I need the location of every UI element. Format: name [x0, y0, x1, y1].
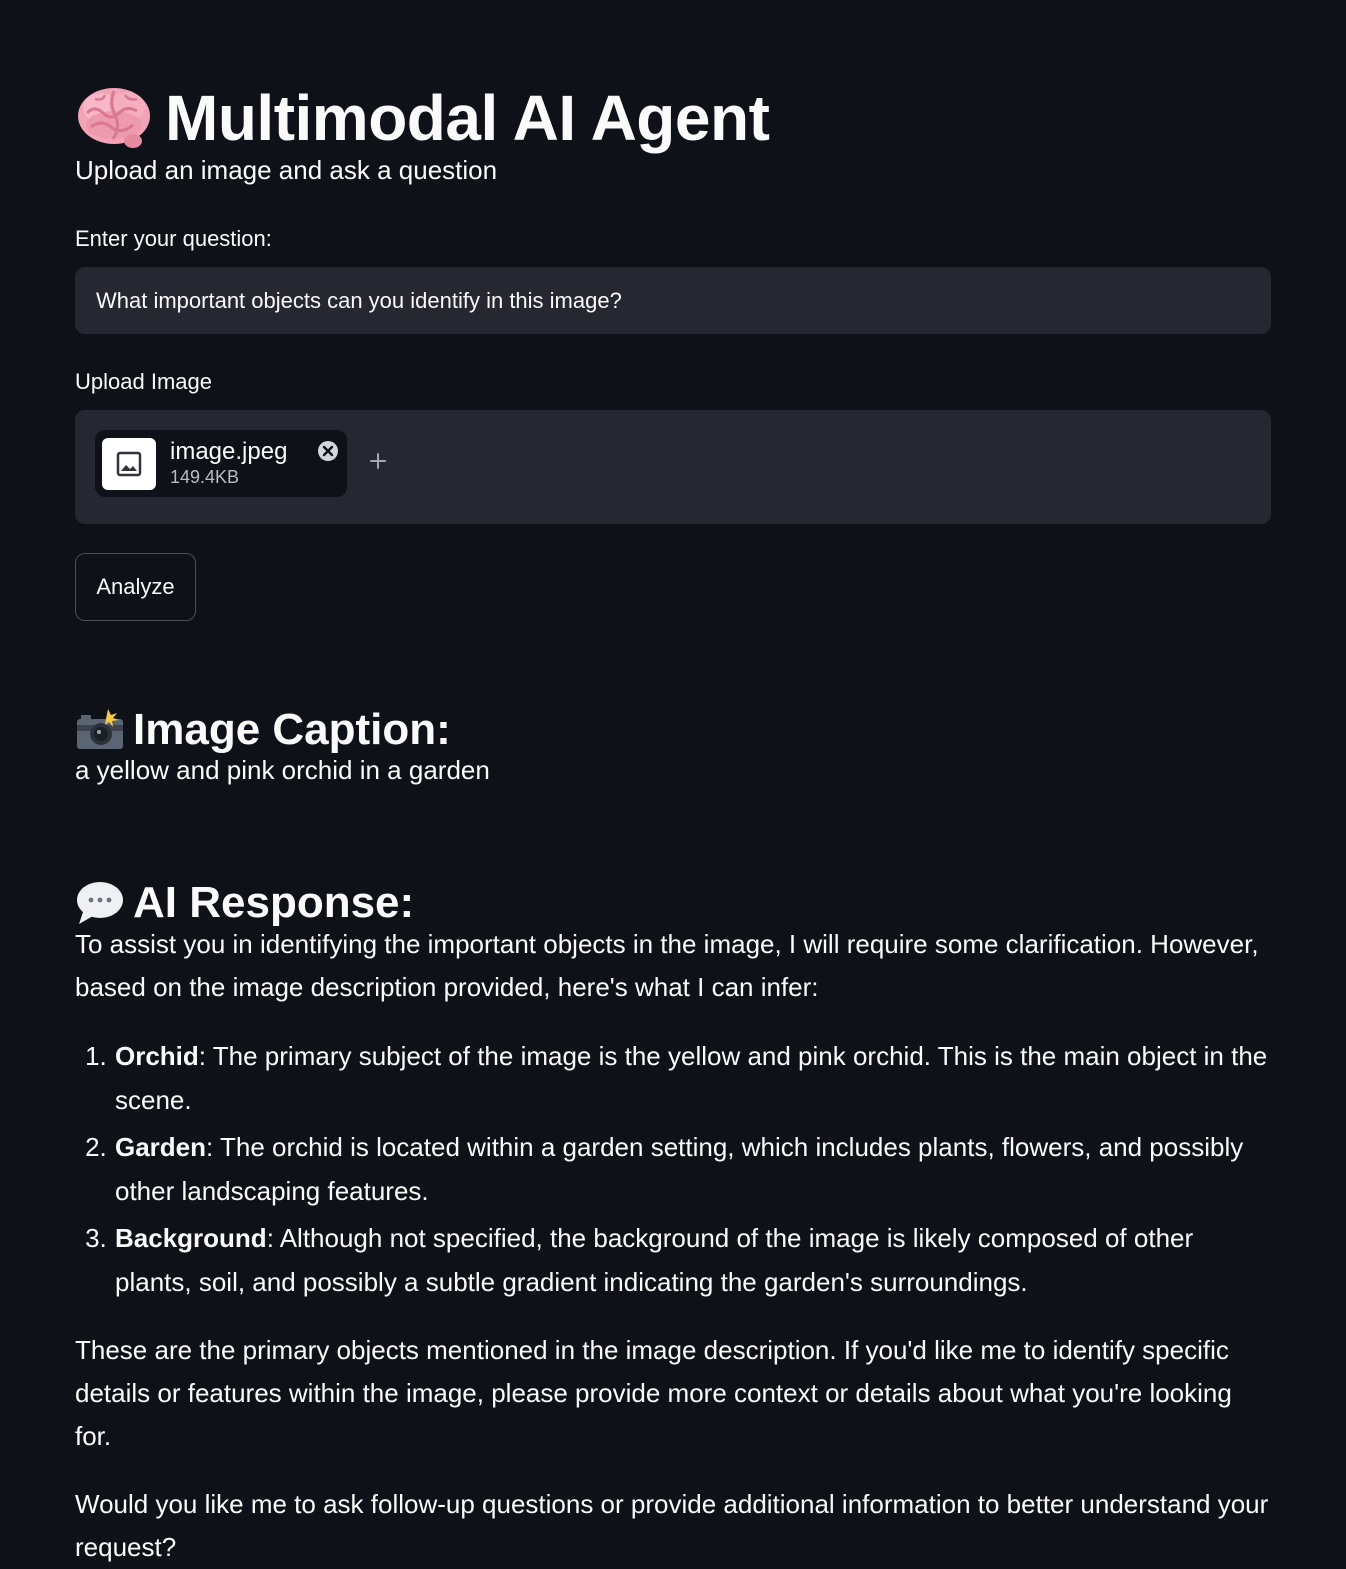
response-paragraph: These are the primary objects mentioned in the image description. If you'd like me to identify specific details or features within the image, please provide more context or details about what you're looking for.	[75, 1335, 1232, 1451]
file-size: 149.4KB	[170, 467, 240, 487]
ai-response	[75, 923, 1271, 1569]
response-list	[75, 1034, 1271, 1304]
list-item-term: Garden	[115, 1132, 207, 1162]
list-item-text: : Although not specified, the background of the image is likely composed of other plants, soil, and possibly a subtle gradient indicating the garden's surroundings.	[115, 1223, 1194, 1297]
camera-flash-icon	[75, 707, 125, 753]
response-heading-text: AI Response:	[133, 877, 415, 927]
brain-icon	[75, 83, 153, 153]
list-item-term: Orchid	[115, 1041, 199, 1071]
page-title-text: Multimodal AI Agent	[165, 81, 770, 154]
page-subtitle: Upload an image and ask a question	[75, 155, 498, 185]
upload-label: Upload Image	[75, 369, 212, 394]
list-item-text: : The orchid is located within a garden setting, which includes plants, flowers, and possibly other landscaping features.	[115, 1132, 1244, 1206]
list-item	[114, 1034, 1271, 1122]
caption-heading-text: Image Caption:	[133, 704, 451, 754]
list-item-term: Background	[115, 1223, 267, 1253]
page-title	[75, 81, 769, 155]
caption-text: a yellow and pink orchid in a garden	[75, 755, 490, 785]
image-file-icon	[102, 438, 156, 490]
response-intro: To assist you in identifying the important objects in the image, I will require some clarification. However, based on the image description provided, here's what I can infer:	[75, 929, 1259, 1002]
plus-icon[interactable]	[365, 448, 391, 474]
analyze-button[interactable]: Analyze	[75, 553, 196, 621]
response-paragraph: Would you like me to ask follow-up questions or provide additional information to better understand your request?	[75, 1489, 1269, 1562]
uploaded-file-chip	[95, 430, 347, 497]
list-item	[114, 1125, 1271, 1213]
file-uploader[interactable]	[75, 410, 1271, 524]
question-label: Enter your question:	[75, 226, 272, 251]
file-name: image.jpeg	[170, 438, 288, 465]
close-circle-icon[interactable]	[317, 440, 339, 462]
speech-bubble-icon	[75, 880, 125, 926]
caption-heading	[75, 705, 451, 755]
question-input[interactable]	[75, 267, 1271, 334]
list-item	[114, 1216, 1271, 1304]
list-item-text: : The primary subject of the image is the yellow and pink orchid. This is the main object in the scene.	[115, 1041, 1268, 1115]
response-heading	[75, 878, 414, 928]
